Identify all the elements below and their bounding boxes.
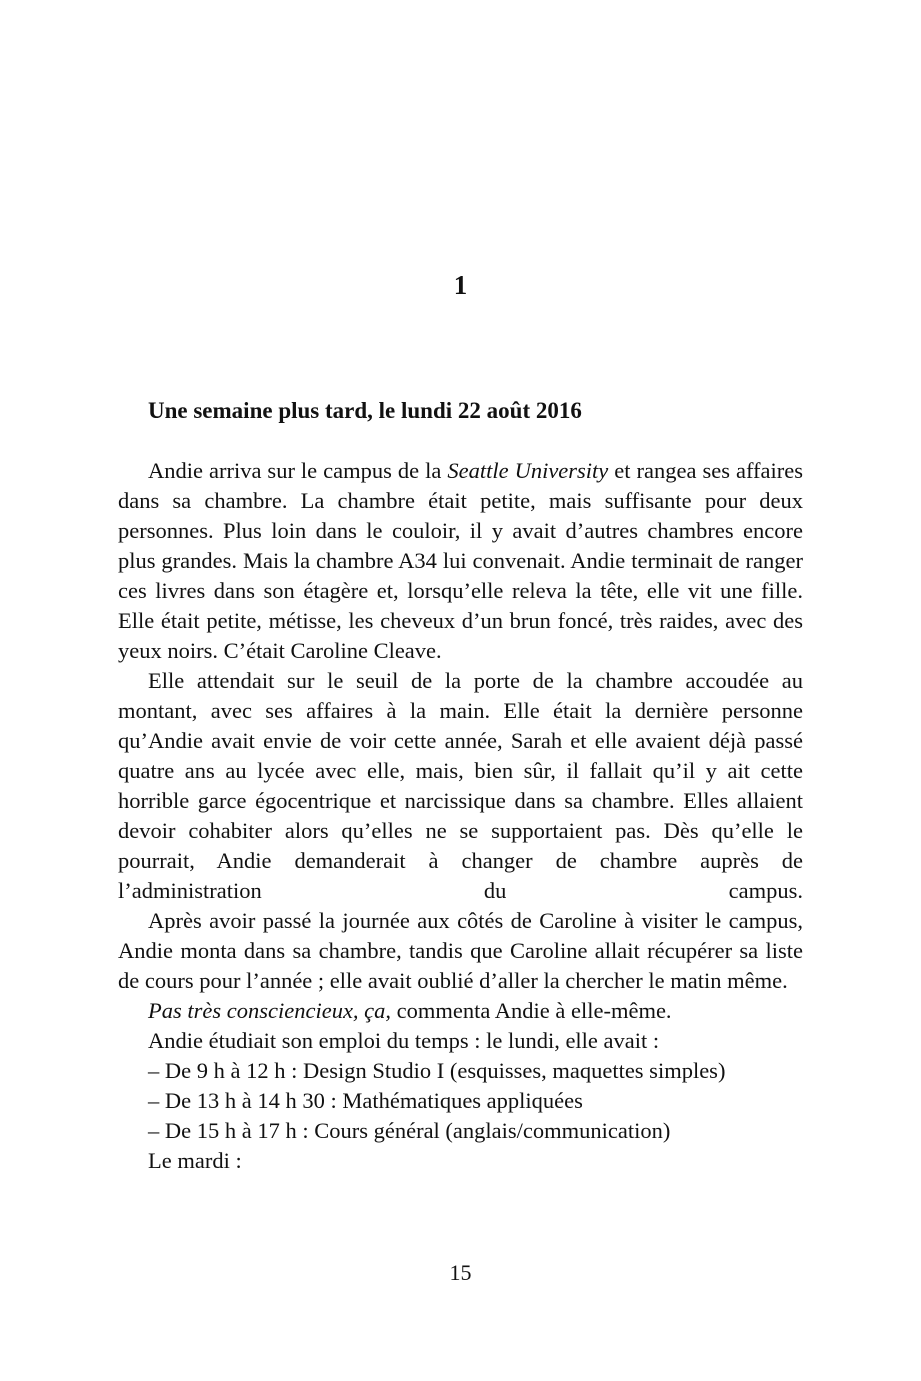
book-title-italic: Seattle University [447,458,609,483]
chapter-heading: Une semaine plus tard, le lundi 22 août 2016 [148,398,582,423]
paragraph: Le mardi : [148,1148,242,1173]
schedule-item: – De 13 h à 14 h 30 : Mathématiques appliquées [148,1088,583,1113]
paragraph [118,996,803,1026]
paragraph-text: commenta Andie à elle-même. [391,998,672,1023]
paragraph-text: Andie arriva sur le campus de la [148,458,448,483]
paragraph: Après avoir passé la journée aux côtés de Caroline à visiter le campus, Andie monta dans sa chambre, tandis que Caroline allait récupérer sa liste de cours pour l’année ; elle avait oublié d’aller la chercher le matin même. [118,908,803,993]
paragraph [118,456,803,666]
thought-italic: Pas très consciencieux, ça, [148,998,392,1023]
paragraph-text: et rangea ses affaires dans sa chambre. La chambre était petite, mais suffisante pour deux personnes. Plus loin dans le couloir, il y avait d’autres chambres encore plus grandes. Mais la chambre A34 lui convenait. Andie terminait de ranger ces livres dans son étagère et, lorsqu’elle releva la tête, elle vit une fille. Elle était petite, métisse, les cheveux d’un brun foncé, très raides, avec des yeux noirs. C’était Caroline Cleave. [118,458,803,663]
page-number: 15 [449,1260,472,1285]
paragraph: Andie étudiait son emploi du temps : le lundi, elle avait : [148,1028,660,1053]
schedule-item: – De 15 h à 17 h : Cours général (anglais/communication) [148,1118,671,1143]
schedule-item: – De 9 h à 12 h : Design Studio I (esquisses, maquettes simples) [148,1058,726,1083]
chapter-number: 1 [453,270,468,300]
body-text [118,456,803,1176]
paragraph: Elle attendait sur le seuil de la porte de la chambre accoudée au montant, avec ses affaires à la main. Elle était la dernière personne qu’Andie avait envie de voir cette année, Sarah et elle avaient déjà passé quatre ans au lycée avec elle, mais, bien sûr, il fallait qu’il y ait cette horrible garce égocentrique et narcissique dans sa chambre. Elles allaient devoir cohabiter alors qu’elles ne se supportaient pas. Dès qu’elle le pourrait, Andie demanderait à changer de chambre auprès de l’administration du campus. [118,668,803,903]
